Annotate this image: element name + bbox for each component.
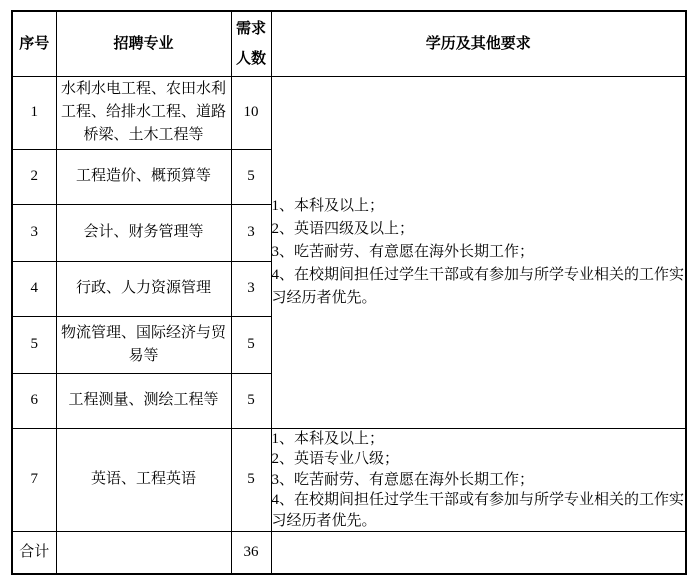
major-cell: 物流管理、国际经济与贸易等 bbox=[56, 316, 231, 373]
row-no: 1 bbox=[12, 76, 56, 149]
total-major-cell-empty bbox=[56, 532, 231, 574]
row-no: 6 bbox=[12, 373, 56, 428]
recruitment-table bbox=[11, 10, 687, 575]
count-cell: 5 bbox=[231, 428, 271, 532]
requirement-line: 3、吃苦耐劳、有意愿在海外长期工作； bbox=[271, 471, 535, 488]
header-cell-major: 招聘专业 bbox=[56, 11, 231, 76]
header-cell-requirements: 学历及其他要求 bbox=[271, 11, 686, 76]
total-label-cell: 合计 bbox=[12, 532, 56, 574]
count-cell: 5 bbox=[231, 316, 271, 373]
header-count-line2: 人数 bbox=[235, 50, 266, 67]
requirement-line: 1、本科及以上； bbox=[271, 197, 385, 214]
requirements-cell-row-7 bbox=[271, 428, 686, 532]
requirement-line: 2、英语四级及以上； bbox=[271, 220, 415, 237]
requirement-line: 2、英语专业八级； bbox=[271, 451, 400, 467]
requirement-line: 4、在校期间担任过学生干部或有参加与所学专业相关的工作实习经历者优先。 bbox=[271, 266, 685, 306]
major-cell: 水利水电工程、农田水利工程、给排水工程、道路桥梁、土木工程等 bbox=[56, 76, 231, 149]
table-row bbox=[12, 76, 686, 149]
total-count-cell: 36 bbox=[231, 532, 271, 574]
header-cell-no: 序号 bbox=[12, 11, 56, 76]
major-cell: 会计、财务管理等 bbox=[56, 204, 231, 261]
major-cell: 英语、工程英语 bbox=[56, 428, 231, 532]
row-no: 5 bbox=[12, 316, 56, 373]
requirements-cell-rows-1-6 bbox=[271, 76, 686, 428]
count-cell: 5 bbox=[231, 149, 271, 204]
total-requirements-cell-empty bbox=[271, 532, 686, 574]
row-no: 4 bbox=[12, 261, 56, 316]
count-cell: 3 bbox=[231, 204, 271, 261]
count-cell: 10 bbox=[231, 76, 271, 149]
major-cell: 行政、人力资源管理 bbox=[56, 261, 231, 316]
row-no: 2 bbox=[12, 149, 56, 204]
row-no: 3 bbox=[12, 204, 56, 261]
requirement-line: 3、吃苦耐劳、有意愿在海外长期工作； bbox=[271, 243, 535, 260]
requirement-line: 1、本科及以上； bbox=[271, 430, 385, 447]
row-no: 7 bbox=[12, 428, 56, 532]
header-count-line1: 需求 bbox=[235, 20, 266, 37]
table-row bbox=[12, 428, 686, 532]
requirement-line: 4、在校期间担任过学生干部或有参加与所学专业相关的工作实习经历者优先。 bbox=[271, 492, 685, 529]
major-cell: 工程测量、测绘工程等 bbox=[56, 373, 231, 428]
count-cell: 5 bbox=[231, 373, 271, 428]
count-cell: 3 bbox=[231, 261, 271, 316]
header-row bbox=[12, 11, 686, 76]
total-row bbox=[12, 532, 686, 574]
header-cell-count bbox=[231, 11, 271, 76]
major-cell: 工程造价、概预算等 bbox=[56, 149, 231, 204]
